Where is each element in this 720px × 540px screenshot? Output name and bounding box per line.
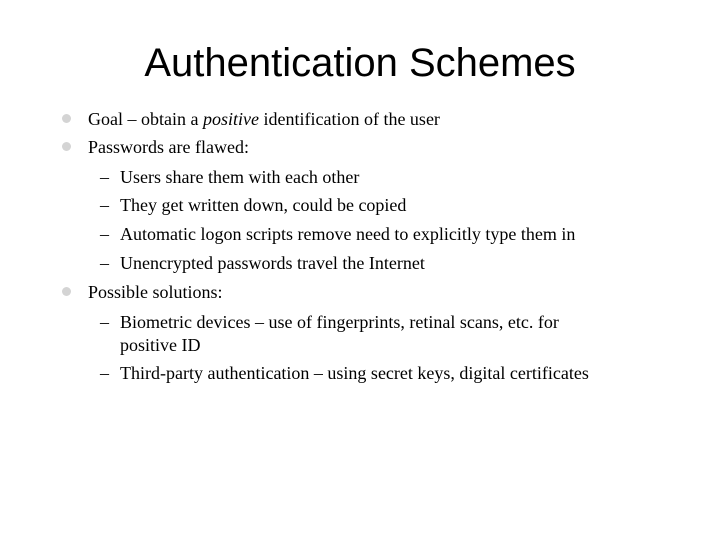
bullet-dot <box>62 142 71 151</box>
bullet-goal-post: identification of the user <box>258 109 440 129</box>
bullet-solutions: Possible solutions: <box>88 282 223 302</box>
sub-dash: – <box>100 312 109 332</box>
bullet-goal-emphasis: positive <box>202 109 259 129</box>
sub-item-third-party: Third-party authentication – using secret keys, digital certificates <box>120 363 589 383</box>
bullet-dot <box>62 114 71 123</box>
sub-dash: – <box>100 224 109 244</box>
bullet-dot <box>62 287 71 296</box>
sub-item-share: Users share them with each other <box>120 167 360 187</box>
sub-dash: – <box>100 195 109 215</box>
sub-item-biometric-cont: positive ID <box>120 335 201 355</box>
sub-item-biometric: Biometric devices – use of fingerprints, retinal scans, etc. for <box>120 312 559 332</box>
sub-dash: – <box>100 167 109 187</box>
slide-title: Authentication Schemes <box>144 41 576 85</box>
bullet-goal-pre: Goal – obtain a <box>88 109 203 129</box>
bullet-passwords: Passwords are flawed: <box>88 137 249 157</box>
sub-item-logon-scripts: Automatic logon scripts remove need to explicitly type them in <box>120 224 576 244</box>
sub-dash: – <box>100 363 109 383</box>
sub-dash: – <box>100 253 109 273</box>
sub-item-written: They get written down, could be copied <box>120 195 407 215</box>
sub-item-unencrypted: Unencrypted passwords travel the Internet <box>120 253 425 273</box>
bullet-goal <box>88 108 440 130</box>
